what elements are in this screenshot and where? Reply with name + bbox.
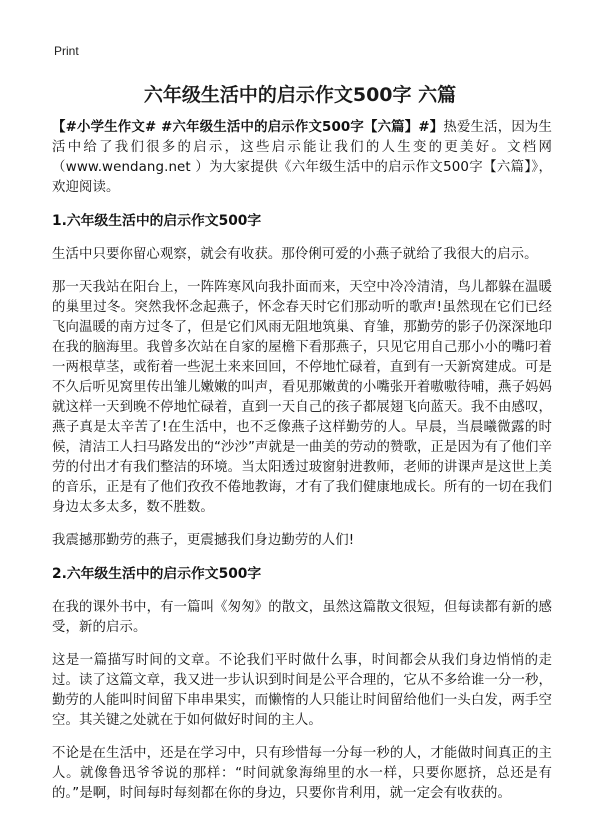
section-heading: 1.六年级生活中的启示作文500字 [52,213,262,229]
intro-text: 热爱生活，因为生活中给了我们很多的启示，这些启示能让我们的人生变的更美好。文档网（www.wendang.net ）为大家提供《六年级生活中的启示作文500字【六篇】》，欢迎阅读。 [52,120,552,195]
intro-tag: 【#小学生作文# #六年级生活中的启示作文500字【六篇】#】 [52,120,444,135]
section-paragraph: 那一天我站在阳台上，一阵阵寒风向我扑面而来，天空中冷冷清清，鸟儿都躲在温暖的巢里过冬。突然我怀念起燕子，怀念春天时它们那动听的歌声!虽然现在它们已经飞向温暖的南方过冬了，但是它们风雨无阻地筑巢、育雏，那勤劳的影子仍深深地印在我的脑海里。我曾多次站在自家的屋檐下看那燕子，只见它用自己那小小的嘴叼着一两根草茎，或衔着一些泥土来来回回，不停地忙碌着，直到有一天新窝建成。可是不久后听见窝里传出雏儿嫩嫩的叫声，看见那嫩黄的小嘴张开着嗷嗷待哺，燕子妈妈就这样一天到晚不停地忙碌着，直到一天自己的孩子都展翅飞向蓝天。我不由感叹，燕子真是太辛苦了!在生活中，也不乏像燕子这样勤劳的人。早晨，当晨曦微露的时候，清洁工人扫马路发出的“沙沙”声就是一曲美的劳动的赞歌，正是因为有了他们辛劳的付出才有我们整洁的环境。当太阳透过玻窗射进教师，老师的讲课声是这世上美的音乐，正是有了他们孜孜不倦地教诲，才有了我们健康地成长。所有的一切在我们身边太多太多，数不胜数。 [52,280,552,515]
section-paragraph: 不论是在生活中，还是在学习中，只有珍惜每一分每一秒的人，才能做时间真正的主人。就像鲁迅爷爷说的那样：“时间就象海绵里的水一样，只要你愿挤，总还是有的。”是啊，时间每时每刻都在你的身边，只要你肯利用，就一定会有收获的。 [52,746,552,801]
section-heading: 2.六年级生活中的启示作文500字 [52,566,262,582]
print-label: Print [54,44,79,58]
section-paragraph: 我震撼那勤劳的燕子，更震撼我们身边勤劳的人们! [52,533,355,548]
section-paragraph: 生活中只要你留心观察，就会有收获。那伶俐可爱的小燕子就给了我很大的启示。 [52,247,538,262]
document-title: 六年级生活中的启示作文500字 六篇 [143,84,457,106]
section-paragraph: 在我的课外书中，有一篇叫《匆匆》的散文，虽然这篇散文很短，但每读都有新的感受，新的启示。 [52,600,552,635]
document-body [52,118,552,817]
intro-paragraph [52,118,552,198]
section-paragraph: 这是一篇描写时间的文章。不论我们平时做什么事，时间都会从我们身边悄悄的走过。读了这篇文章，我又进一步认识到时间是公平合理的，它从不多给谁一分一秒，勤劳的人能叫时间留下串串果实，而懒惰的人只能让时间留给他们一头白发，两手空空。其关键之处就在于如何做好时间的主人。 [52,653,552,728]
